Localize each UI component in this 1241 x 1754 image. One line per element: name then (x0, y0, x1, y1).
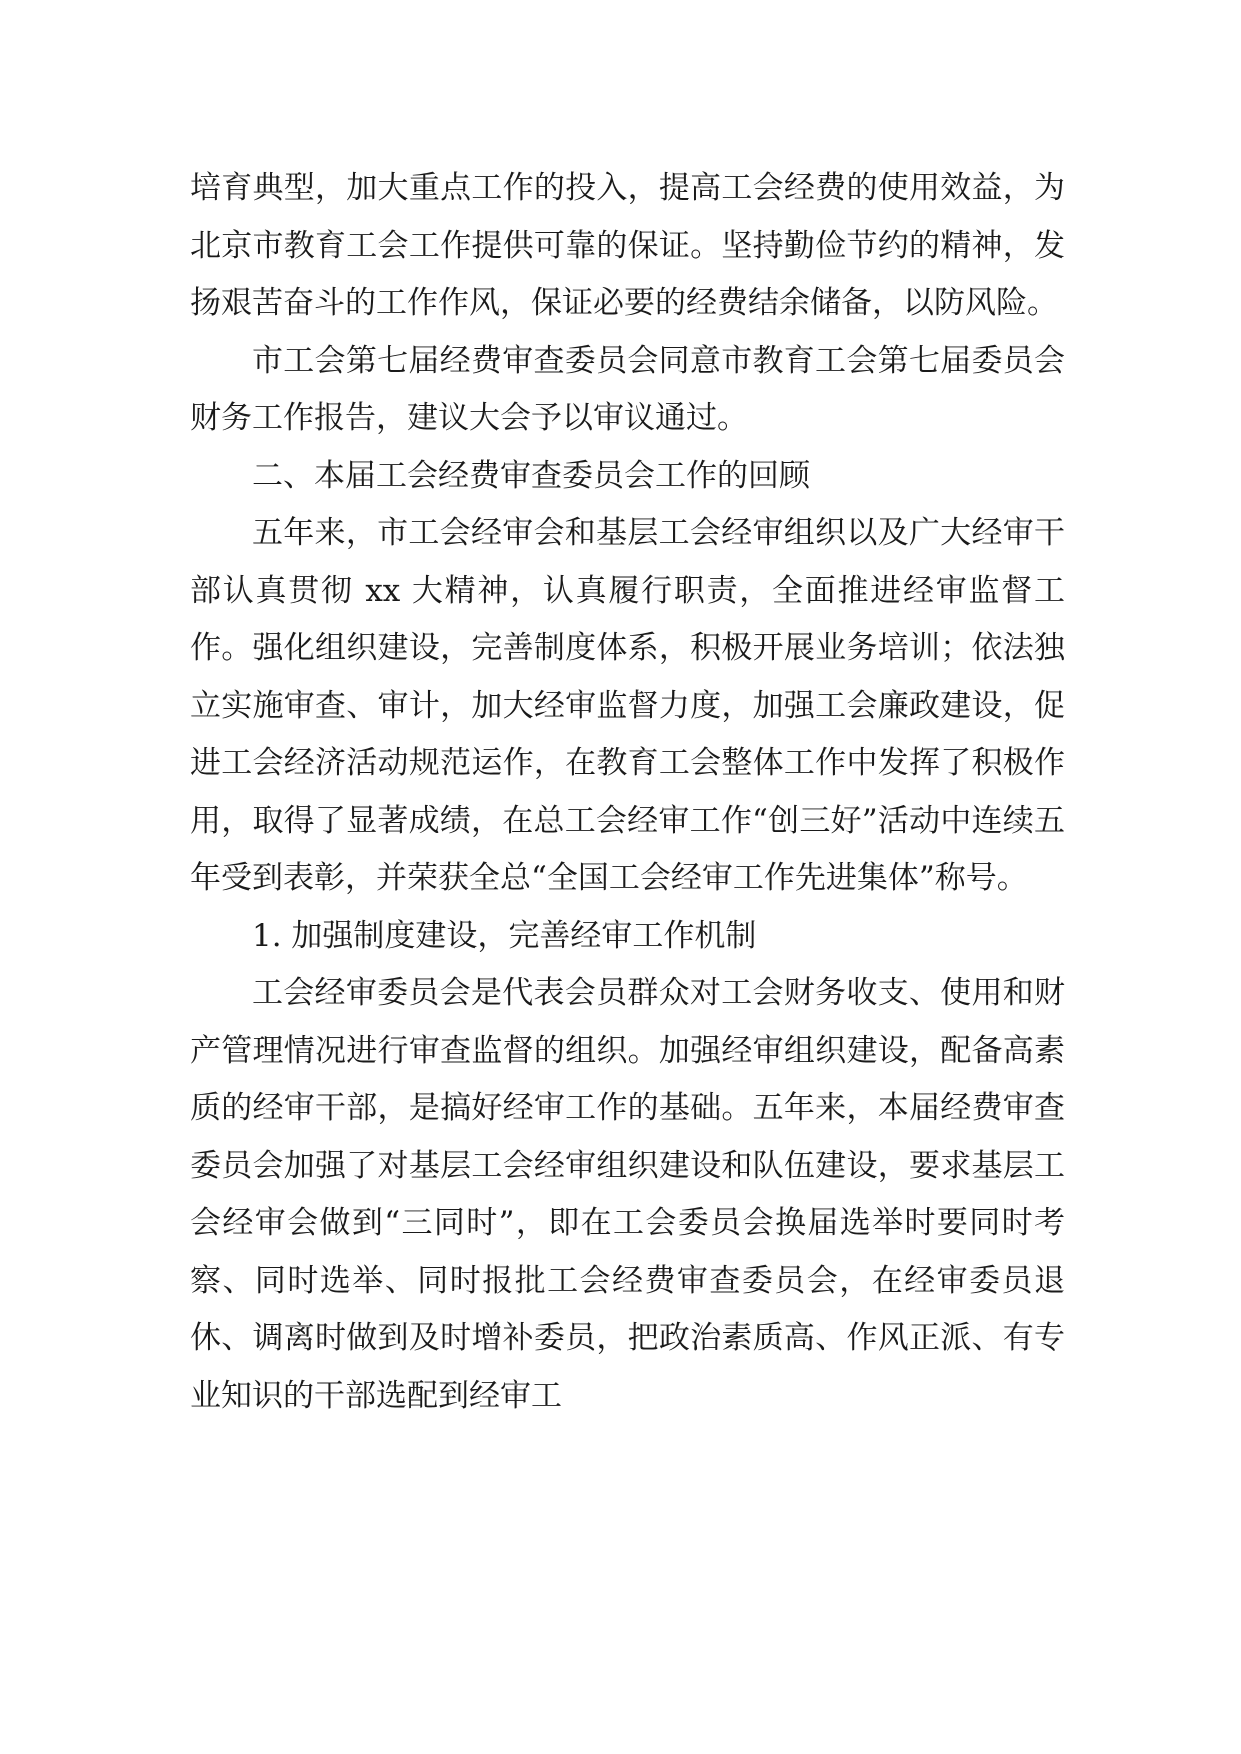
document-body (190, 160, 1065, 1425)
paragraph-approval: 市工会第七届经费审查委员会同意市教育工会第七届委员会财务工作报告，建议大会予以审议通过。 (190, 342, 1065, 436)
paragraph-five-years: 五年来，市工会经审会和基层工会经审组织以及广大经审干部认真贯彻 xx 大精神，认真履行职责，全面推进经审监督工作。强化组织建设，完善制度体系，积极开展业务培训；依法独立实施审查、审计，加大经审监督力度，加强工会廉政建设，促进工会经济活动规范运作，在教育工会整体工作中发挥了积极作用，取得了显著成绩，在总工会经审工作“创三好”活动中连续五年受到表彰，并荣获全总“全国工会经审工作先进集体”称号。 (190, 515, 1065, 896)
section-heading-review: 二、本届工会经费审查委员会工作的回顾 (252, 457, 810, 494)
paragraph-continuation: 培育典型，加大重点工作的投入，提高工会经费的使用效益，为北京市教育工会工作提供可靠的保证。坚持勤俭节约的精神，发扬艰苦奋斗的工作作风，保证必要的经费结余储备，以防风险。 (190, 170, 1065, 321)
subsection-heading-system-building: 1. 加强制度建设，完善经审工作机制 (252, 917, 757, 954)
paragraph-audit-committee: 工会经审委员会是代表会员群众对工会财务收支、使用和财产管理情况进行审查监督的组织。加强经审组织建设，配备高素质的经审干部，是搞好经审工作的基础。五年来，本届经费审查委员会加强了对基层工会经审组织建设和队伍建设，要求基层工会经审会做到“三同时”，即在工会委员会换届选举时要同时考察、同时选举、同时报批工会经费审查委员会，在经审委员退休、调离时做到及时增补委员，把政治素质高、作风正派、有专业知识的干部选配到经审工 (190, 975, 1065, 1414)
